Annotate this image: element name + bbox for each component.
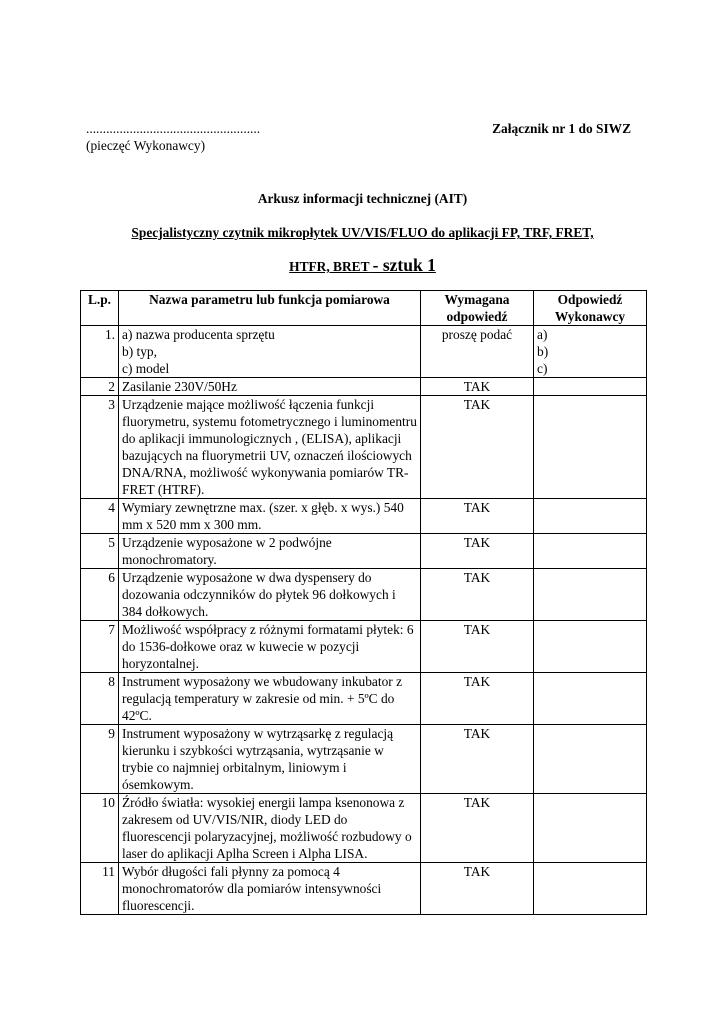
row-required: proszę podać: [421, 326, 534, 378]
row-answer: [534, 569, 647, 621]
row-parameter: Urządzenie wyposażone w dwa dyspensery do dozowania odczynników do płytek 96 dołkowych i 384 dołkowych.: [119, 569, 421, 621]
table-row: [81, 499, 647, 534]
stamp-dots-line: ....................................................: [86, 121, 261, 136]
row-answer: [534, 499, 647, 534]
table-row: [81, 673, 647, 725]
table-header-row: [81, 291, 647, 326]
row-parameter: Instrument wyposażony w wytrząsarkę z regulacją kierunku i szybkości wytrząsania, wytrząsanie w trybie co najmniej orbitalnym, liniowym i ósemkowym.: [119, 725, 421, 794]
row-answer: [534, 863, 647, 915]
row-lp: 4: [81, 499, 119, 534]
row-parameter: Instrument wyposażony we wbudowany inkubator z regulacją temperatury w zakresie od min. + 5ºC do 42ºC.: [119, 673, 421, 725]
row-lp: 3: [81, 396, 119, 499]
row-lp: 10: [81, 794, 119, 863]
row-parameter: Zasilanie 230V/50Hz: [119, 378, 421, 396]
header-parameter: Nazwa parametru lub funkcja pomiarowa: [119, 291, 421, 326]
quantity-label: - sztuk 1: [372, 255, 436, 275]
row-parameter: Wybór długości fali płynny za pomocą 4 monochromatorów dla pomiarów intensywności fluorescencji.: [119, 863, 421, 915]
table-row: [81, 725, 647, 794]
row-answer: [534, 794, 647, 863]
row-lp: 6: [81, 569, 119, 621]
spec-table: [80, 290, 647, 915]
row-required: TAK: [421, 569, 534, 621]
row-parameter: Urządzenie wyposażone w 2 podwójne monochromatory.: [119, 534, 421, 569]
row-parameter: a) nazwa producenta sprzętu b) typ, c) model: [119, 326, 421, 378]
product-title-line2: [0, 254, 725, 278]
row-answer: [534, 621, 647, 673]
row-parameter: Wymiary zewnętrzne max. (szer. x głęb. x wys.) 540 mm x 520 mm x 300 mm.: [119, 499, 421, 534]
row-lp: 7: [81, 621, 119, 673]
row-parameter: Możliwość współpracy z różnymi formatami płytek: 6 do 1536-dołkowe oraz w kuwecie w pozycji horyzontalnej.: [119, 621, 421, 673]
header-required: Wymagana odpowiedź: [421, 291, 534, 326]
table-row: [81, 621, 647, 673]
row-answer: a) b) c): [534, 326, 647, 378]
row-answer: [534, 378, 647, 396]
row-lp: 2: [81, 378, 119, 396]
row-required: TAK: [421, 499, 534, 534]
row-lp: 1.: [81, 326, 119, 378]
table-row: [81, 378, 647, 396]
row-required: TAK: [421, 396, 534, 499]
row-parameter: Źródło światła: wysokiej energii lampa ksenonowa z zakresem od UV/VIS/NIR, diody LED do fluorescencji polaryzacyjnej, możliwość rozbudowy o laser do aplikacji Aplha Screen i Alpha LISA.: [119, 794, 421, 863]
contractor-stamp-label: (pieczęć Wykonawcy): [86, 138, 206, 153]
row-required: TAK: [421, 621, 534, 673]
row-lp: 9: [81, 725, 119, 794]
row-answer: [534, 396, 647, 499]
header-answer: Odpowiedź Wykonawcy: [534, 291, 647, 326]
table-row: [81, 863, 647, 915]
row-required: TAK: [421, 378, 534, 396]
row-lp: 11: [81, 863, 119, 915]
row-lp: 5: [81, 534, 119, 569]
row-lp: 8: [81, 673, 119, 725]
table-row: [81, 794, 647, 863]
product-title-line2-text: HTFR, BRET: [289, 259, 370, 274]
header-lp: L.p.: [81, 291, 119, 326]
row-answer: [534, 725, 647, 794]
row-answer: [534, 673, 647, 725]
row-parameter: Urządzenie mające możliwość łączenia funkcji fluorymetru, systemu fotometrycznego i luminomentru do aplikacji immunologicznych , (ELISA), aplikacji bazujących na fluorymetrii UV, oznaczeń ilościowych DNA/RNA, możliwość wykonywania pomiarów TR-FRET (HTRF).: [119, 396, 421, 499]
table-row: [81, 569, 647, 621]
table-row: [81, 326, 647, 378]
sheet-title: Arkusz informacji technicznej (AIT): [257, 191, 468, 206]
row-required: TAK: [421, 863, 534, 915]
row-required: TAK: [421, 794, 534, 863]
table-row: [81, 396, 647, 499]
annex-label: Załącznik nr 1 do SIWZ: [492, 121, 631, 136]
row-required: TAK: [421, 673, 534, 725]
row-answer: [534, 534, 647, 569]
table-row: [81, 534, 647, 569]
product-title-line1: Specjalistyczny czytnik mikropłytek UV/VIS/FLUO do aplikacji FP, TRF, FRET,: [131, 225, 594, 240]
row-required: TAK: [421, 534, 534, 569]
row-required: TAK: [421, 725, 534, 794]
